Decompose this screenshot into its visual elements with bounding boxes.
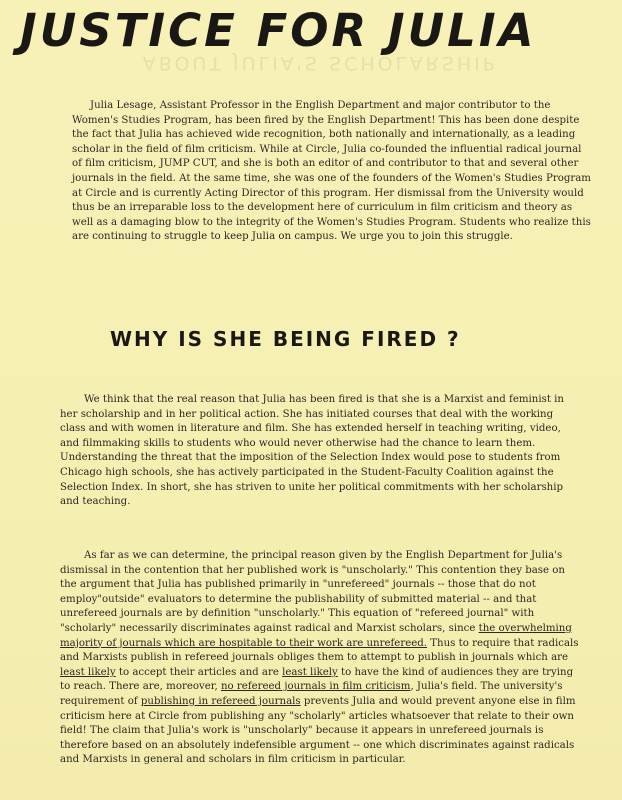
argument-paragraph (60, 549, 580, 768)
intro-paragraph: Julia Lesage, Assistant Professor in the English Department and major contributor to the Women's Studies Program, has been fired by the English Department! This has been done despite the fact that Julia has achieved wide recognition, both nationally and internationally, as a leading scholar in the field of film criticism. While at Circle, Julia co-founded the influential radical journal of film criticism, JUMP CUT, and she is both an editor of and contributor to that and several other journals in the field. At the same time, she was one of the founders of the Women's Studies Program at Circle and is currently Acting Director of this program. Her dismissal from the University would thus be an irreparable loss to the development here of curriculum in film criticism and theory as well as a damaging blow to the integrity of the Women's Studies Program. Students who realize this are continuing to struggle to keep Julia on campus. We urge you to join this struggle. (72, 100, 591, 243)
text-segment: , Julia's field. The university's requirement of (60, 681, 563, 707)
text-segment: As far as we can determine, the principal reason given by the English Department for Julia's dismissal in the contention that her published work is "unscholarly." This contention they base on the argument that Julia has published primarily in "unrefereed" journals -- those that do not employ"outside" evaluators to determine the publishability of submitted material -- and that unrefereed journals are by definition "unscholarly." This equation of "refereed journal" with "scholarly" necessarily discriminates against radical and Marxist scholars, since (60, 550, 565, 634)
text-segment: to accept their articles and are (115, 666, 283, 678)
bleed-through-text: ABOUT JULIA'S SCHOLARSHIP (142, 52, 498, 74)
underlined-text: least likely (60, 666, 116, 678)
underlined-text: the overwhelming majority of journals which are hospitable to their work are unrefereed. (60, 622, 572, 649)
underlined-text: no refereed journals in film criticism (221, 681, 411, 693)
section-heading: WHY IS SHE BEING FIRED ? (110, 327, 461, 351)
page-title: JUSTICE FOR JULIA (20, 4, 537, 57)
underlined-text: least likely (282, 666, 338, 678)
underlined-text: publishing in refereed journals (140, 695, 301, 707)
text-segment: prevents Julia and would prevent anyone else in film criticism here at Circle from publishing any "scholarly" articles whatsoever that relate to their own field! The claim that Julia's work is "unscholarly" because it appears in unrefereed journals is therefore based on an absolutely indefensible argument -- one which discriminates against radicals and Marxists in general and scholars in film criticism in particular. (60, 695, 576, 766)
text-segment: to have the kind of audiences they are trying to reach. There are, moreover, (60, 666, 574, 693)
reason-paragraph: We think that the real reason that Julia has been fired is that she is a Marxist and feminist in her scholarship and in her political action. She has initiated courses that deal with the working class and with women in literature and film. She has extended herself in teaching writing, video, and filmmaking skills to students who would never otherwise had the chance to learn them. Understanding the threat that the imposition of the Selection Index would pose to students from Chicago high schools, she has actively participated in the Student-Faculty Coalition against the Selection Index. In short, she has striven to unite her political commitments with her scholarship and teaching. (60, 394, 564, 508)
text-segment: Thus to require that radicals and Marxists publish in refereed journals obliges them to attempt to publish in journals which are (60, 637, 579, 664)
